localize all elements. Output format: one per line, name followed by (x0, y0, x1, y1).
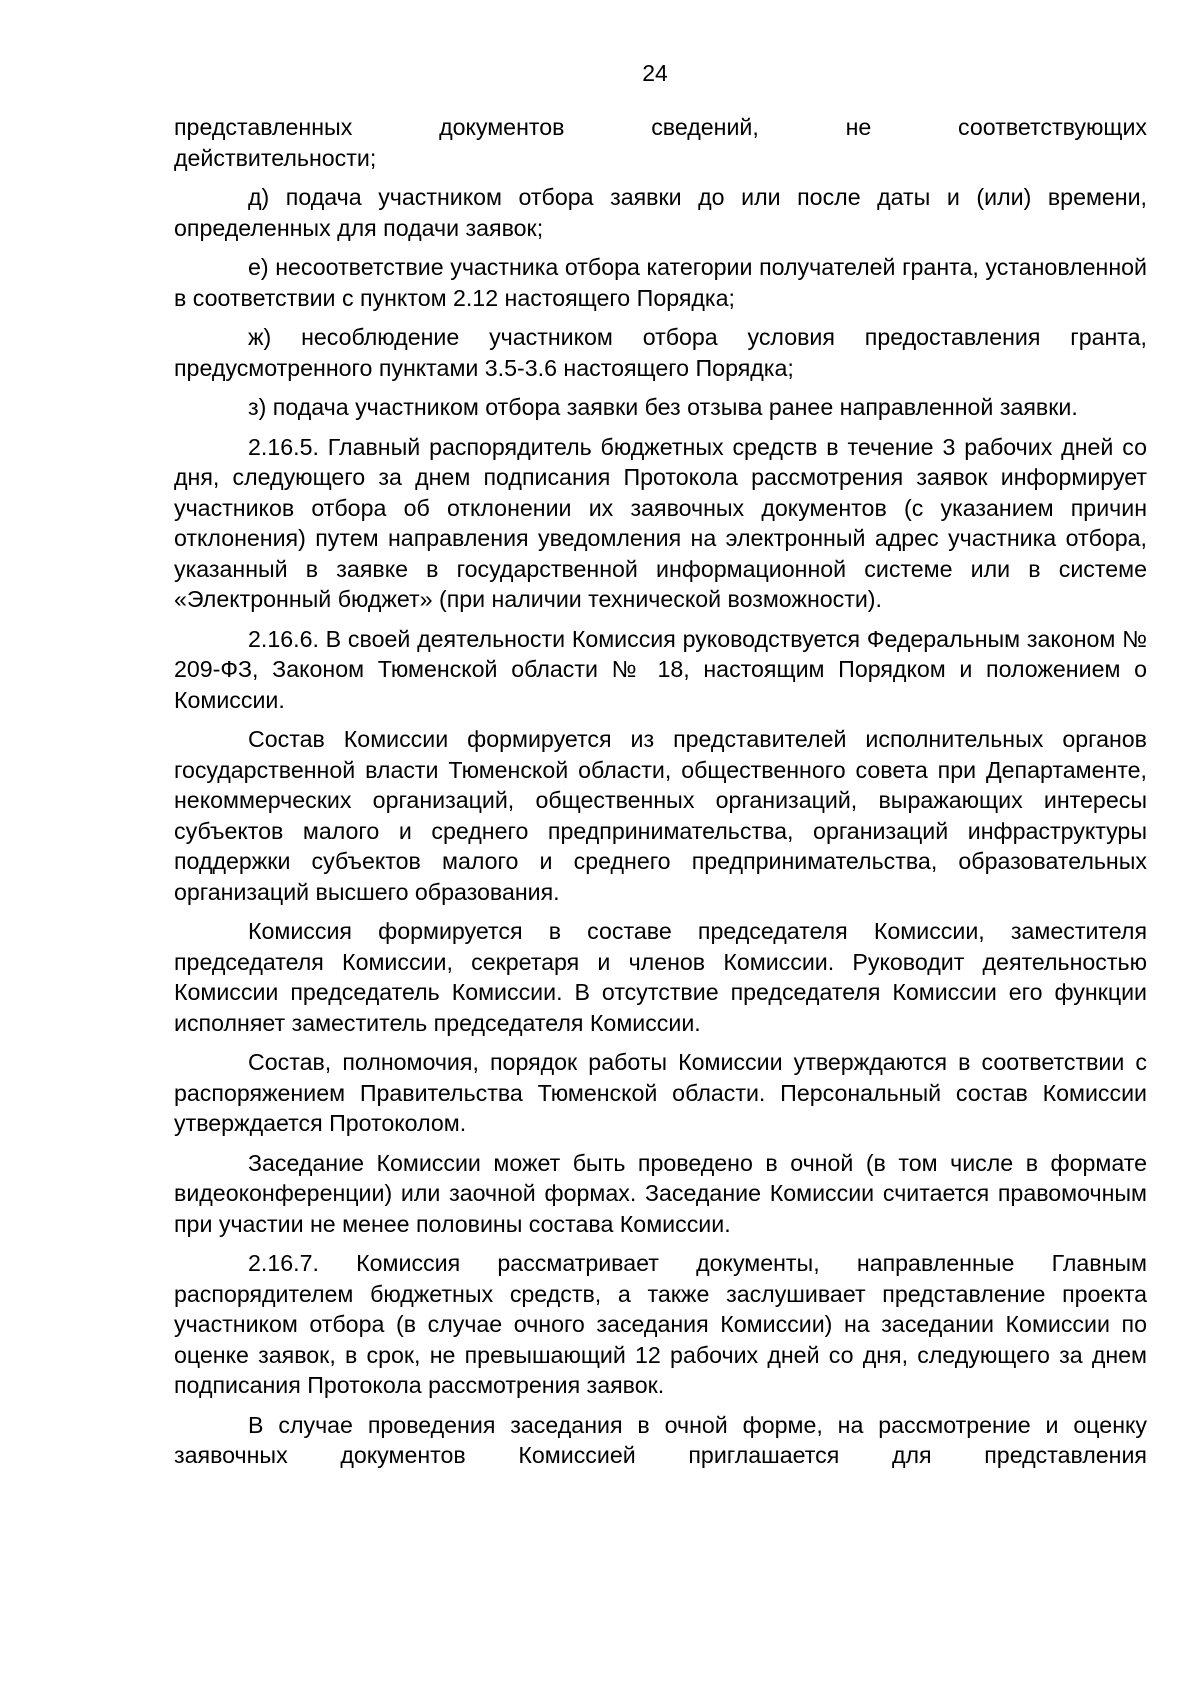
list-item-e: е) несоответствие участника отбора категории получателей гранта, установленной в соответствии с пунктом 2.12 настоящего Порядка; (174, 254, 1147, 311)
commission-approval-paragraph: Состав, полномочия, порядок работы Комиссии утверждаются в соответствии с распоряжением Правительства Тюменской области. Персональный состав Комиссии утверждается Протоколом. (174, 1049, 1147, 1136)
paragraph-continuation-line: представленных документов сведений, не соответствующих (174, 114, 1147, 140)
list-item-z: з) подача участником отбора заявки без отзыва ранее направленной заявки. (248, 394, 1078, 420)
list-item-zh: ж) несоблюдение участником отбора условия предоставления гранта, предусмотренного пунктами 3.5-3.6 настоящего Порядка; (174, 324, 1147, 381)
clause-2-16-7: 2.16.7. Комиссия рассматривает документы, направленные Главным распорядителем бюджетных средств, а также заслушивает представление проекта участником отбора (в случае очного заседания Комиссии) на заседании Комиссии по оценке заявок, в срок, не превышающий 12 рабочих дней со дня, следующего за днем подписания Протокола рассмотрения заявок. (174, 1250, 1147, 1398)
paragraph-continuation-rest: действительности; (174, 144, 377, 171)
document-body (174, 112, 1147, 1480)
commission-structure-paragraph: Комиссия формируется в составе председателя Комиссии, заместителя председателя Комиссии, секретаря и членов Комиссии. Руководит деятельностью Комиссии председатель Комиссии. В отсутствие председателя Комиссии его функции исполняет заместитель председателя Комиссии. (174, 918, 1147, 1036)
clause-2-16-6: 2.16.6. В своей деятельности Комиссия руководствуется Федеральным законом № 209-ФЗ, Законом Тюменской области № 18, настоящим Порядком и положением о Комиссии. (174, 625, 1147, 713)
in-person-meeting-paragraph: В случае проведения заседания в очной форме, на рассмотрение и оценку заявочных документов Комиссией приглашается для представления (174, 1411, 1147, 1468)
commission-meeting-paragraph: Заседание Комиссии может быть проведено в очной (в том числе в формате видеоконференции) или заочной формах. Заседание Комиссии считается правомочным при участии не менее половины состава Комиссии. (174, 1149, 1147, 1237)
paragraph-continuation (174, 112, 1147, 173)
clause-2-16-5: 2.16.5. Главный распорядитель бюджетных средств в течение 3 рабочих дней со дня, следующего за днем подписания Протокола рассмотрения заявок информирует участников отбора об отклонении их заявочных документов (с указанием причин отклонения) путем направления уведомления на электронный адрес участника отбора, указанный в заявке в государственной информационной системе или в системе «Электронный бюджет» (при наличии технической возможности). (174, 433, 1147, 612)
commission-composition-paragraph: Состав Комиссии формируется из представителей исполнительных органов государственной власти Тюменской области, общественного совета при Департаменте, некоммерческих организаций, общественных организаций, выражающих интересы субъектов малого и среднего предпринимательства, организаций инфраструктуры поддержки субъектов малого и среднего предпринимательства, образовательных организаций высшего образования. (174, 726, 1147, 905)
page-number: 24 (642, 60, 668, 86)
list-item-d: д) подача участником отбора заявки до или после даты и (или) времени, определенных для подачи заявок; (174, 184, 1147, 241)
